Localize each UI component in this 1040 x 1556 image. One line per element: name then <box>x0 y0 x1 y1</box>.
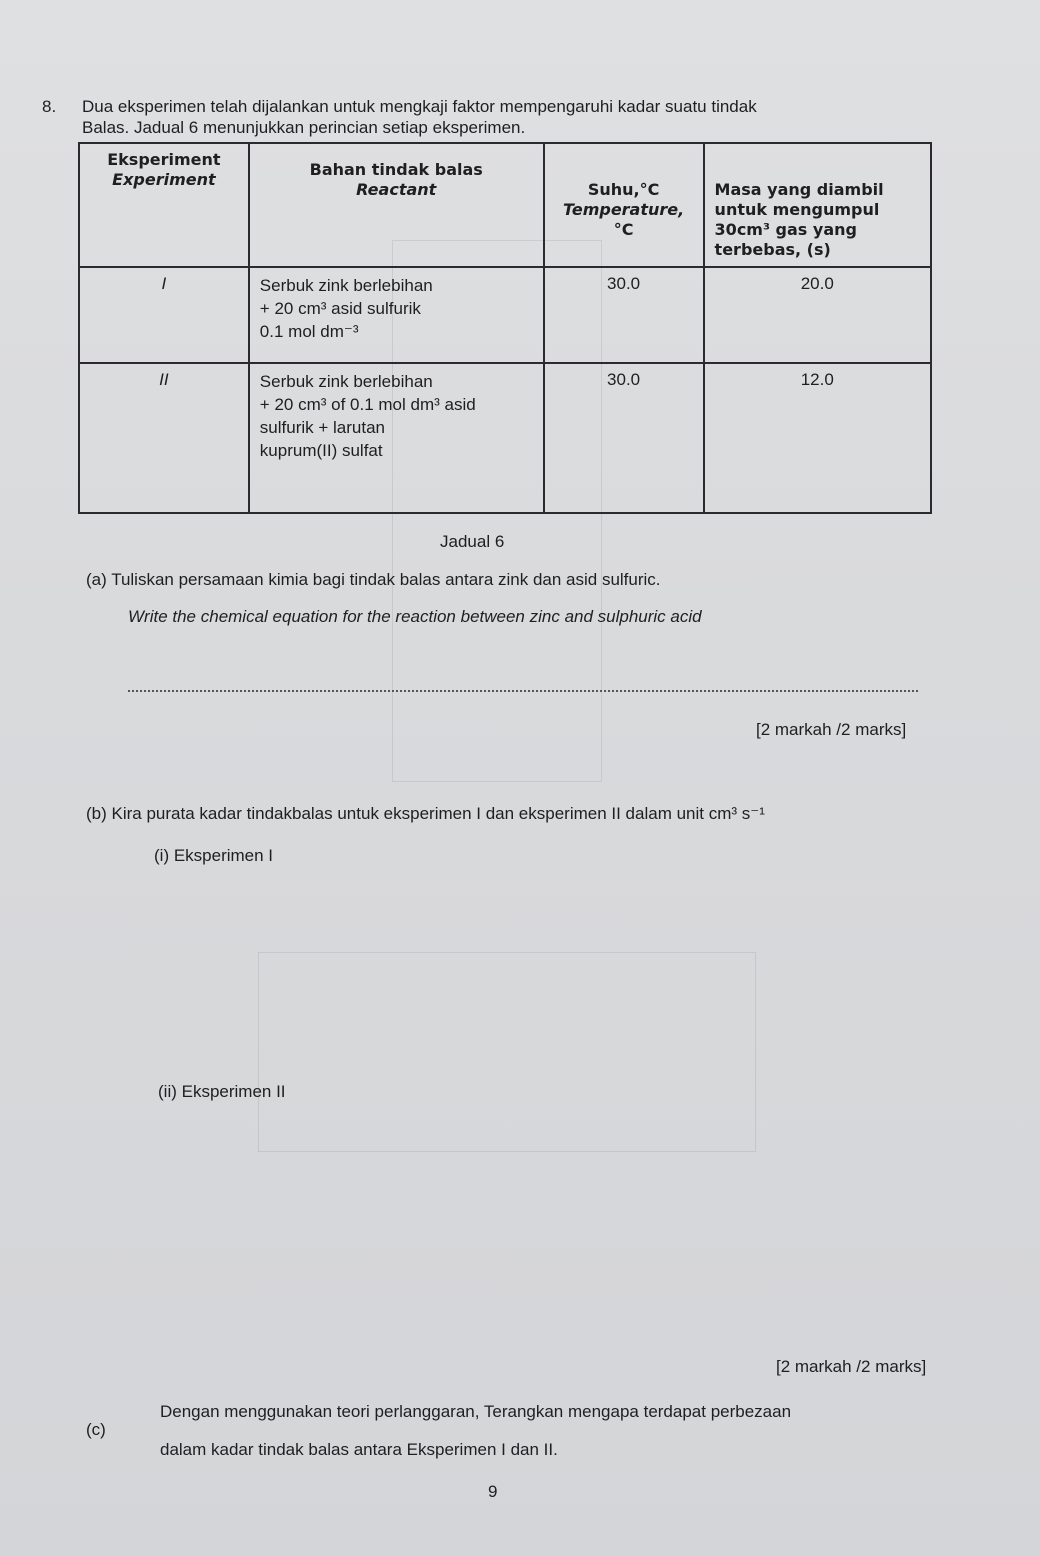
part-b-sub-i: (i) Eksperimen I <box>154 846 274 865</box>
reactant-line: sulfurik + larutan <box>259 418 385 437</box>
part-a-marks: [2 markah /2 marks] <box>756 720 907 739</box>
row-time: 20.0 <box>704 267 931 363</box>
part-c-line-2: dalam kadar tindak balas antara Eksperimen I dan II. <box>160 1440 558 1459</box>
show-through-box <box>258 952 756 1152</box>
reactant-line: kuprum(II) sulfat <box>259 441 383 460</box>
question-number: 8. <box>42 97 57 116</box>
table-row <box>79 363 931 513</box>
header-temp-unit: °C <box>613 220 634 239</box>
reactant-line: Serbuk zink berlebihan <box>259 372 433 391</box>
header-reactant-en: Reactant <box>356 180 437 199</box>
header-temp-ms: Suhu,°C <box>587 180 660 199</box>
part-b-marks: [2 markah /2 marks] <box>776 1357 927 1376</box>
row-experiment-id: II <box>79 363 249 513</box>
part-c-label: (c) <box>86 1420 106 1439</box>
row-temperature: 30.0 <box>544 363 704 513</box>
intro-line-2: Balas. Jadual 6 menunjukkan perincian setiap eksperimen. <box>82 118 526 137</box>
row-experiment-id: I <box>79 267 249 363</box>
intro-line-1: Dua eksperimen telah dijalankan untuk mengkaji faktor mempengaruhi kadar suatu tindak <box>82 97 757 116</box>
header-time-l4: terbebas, (s) <box>714 240 831 259</box>
header-experiment <box>79 143 249 267</box>
experiment-table <box>78 142 932 514</box>
header-experiment-ms: Eksperiment <box>107 150 221 169</box>
header-time-l2: untuk mengumpul <box>714 200 880 219</box>
part-b-sub-ii: (ii) Eksperimen II <box>158 1082 286 1101</box>
header-time-l3: 30cm³ gas yang <box>714 220 857 239</box>
table-caption: Jadual 6 <box>440 532 505 551</box>
page-number: 9 <box>488 1482 498 1501</box>
reactant-line: 0.1 mol dm⁻³ <box>259 322 359 341</box>
row-time: 12.0 <box>704 363 931 513</box>
header-reactant <box>249 143 544 267</box>
header-reactant-ms: Bahan tindak balas <box>309 160 483 179</box>
reactant-line: + 20 cm³ asid sulfurik <box>259 299 421 318</box>
header-temperature <box>544 143 704 267</box>
row-reactant <box>249 267 544 363</box>
part-b-question: (b) Kira purata kadar tindakbalas untuk eksperimen I dan eksperimen II dalam unit cm³ s⁻¹ <box>86 804 765 823</box>
part-a-question-en: Write the chemical equation for the reaction between zinc and sulphuric acid <box>128 607 702 626</box>
table-row <box>79 267 931 363</box>
reactant-line: Serbuk zink berlebihan <box>259 276 433 295</box>
header-experiment-en: Experiment <box>112 170 216 189</box>
header-time <box>704 143 931 267</box>
row-temperature: 30.0 <box>544 267 704 363</box>
row-reactant <box>249 363 544 513</box>
reactant-line: + 20 cm³ of 0.1 mol dm³ asid <box>259 395 476 414</box>
part-a-question: (a) Tuliskan persamaan kimia bagi tindak balas antara zink dan asid sulfuric. <box>86 570 661 589</box>
part-c-line-1: Dengan menggunakan teori perlanggaran, Terangkan mengapa terdapat perbezaan <box>160 1402 792 1421</box>
header-temp-en: Temperature, <box>562 200 685 219</box>
answer-line[interactable] <box>128 690 918 692</box>
header-time-l1: Masa yang diambil <box>714 180 884 199</box>
